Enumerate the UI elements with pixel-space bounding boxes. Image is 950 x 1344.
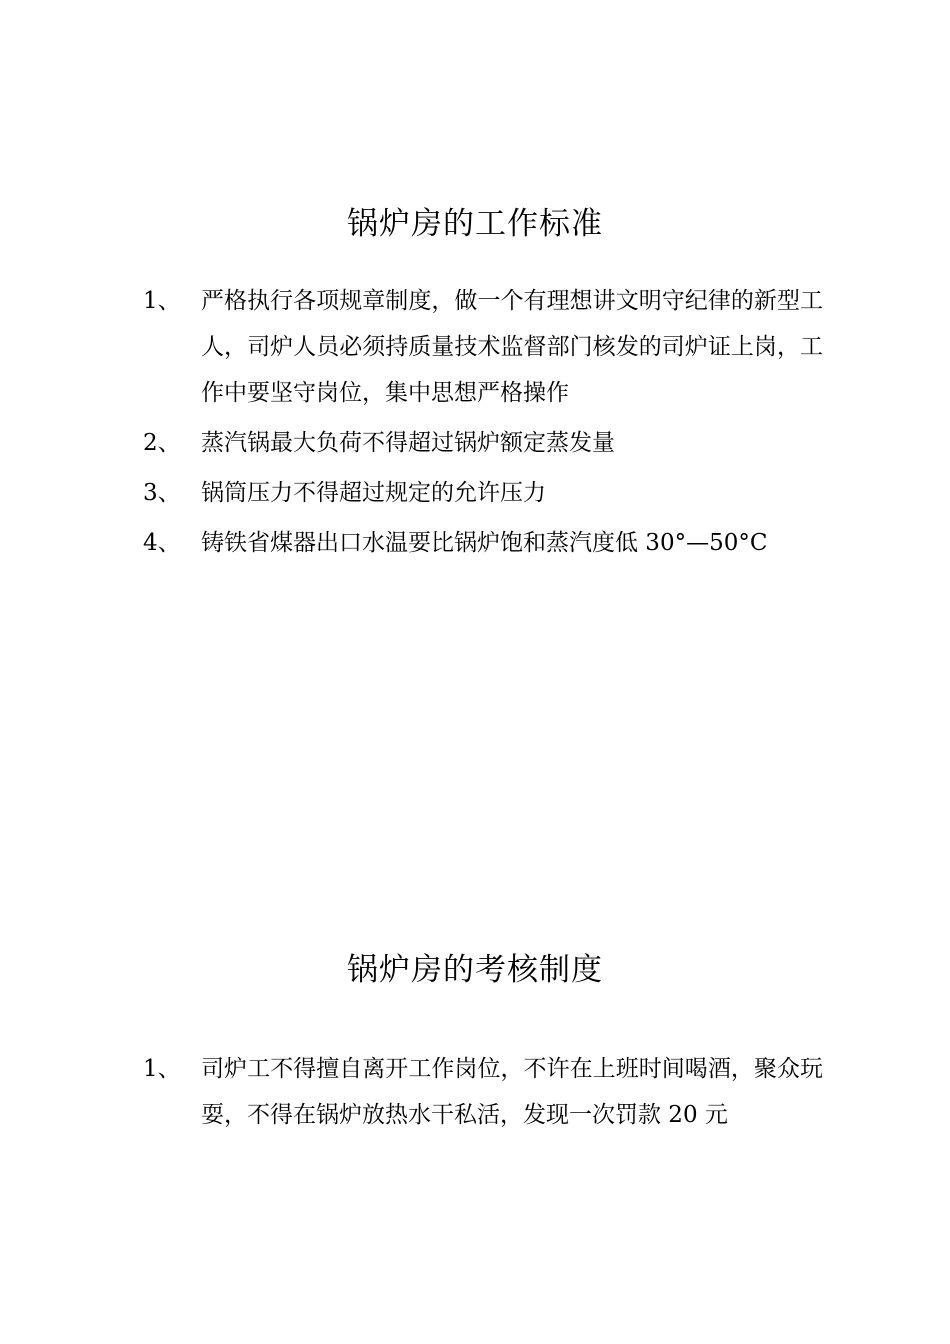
list-item <box>143 470 823 516</box>
item-text: 锅筒压力不得超过规定的允许压力 <box>201 480 546 506</box>
item-text: 铸铁省煤器出口水温要比锅炉饱和蒸汽度低 30°—50°C <box>201 530 768 556</box>
list-item <box>143 1046 823 1138</box>
section-title: 锅炉房的工作标准 <box>347 206 603 242</box>
list-item <box>143 420 823 466</box>
item-number: 4、 <box>143 530 181 556</box>
list-item <box>143 520 823 566</box>
list-item <box>143 278 823 416</box>
item-number: 3、 <box>143 480 181 506</box>
work-standards-section <box>0 200 950 556</box>
assessment-rules-section <box>0 946 950 1128</box>
section-title: 锅炉房的考核制度 <box>347 952 603 988</box>
item-number: 2、 <box>143 430 181 456</box>
item-text: 司炉工不得擅自离开工作岗位，不许在上班时间喝酒，聚众玩耍，不得在锅炉放热水干私活，发现一次罚款 20 元 <box>201 1056 823 1128</box>
assessment-rules-list <box>143 1046 823 1142</box>
item-number: 1、 <box>143 1056 181 1082</box>
item-text: 严格执行各项规章制度，做一个有理想讲文明守纪律的新型工人，司炉人员必须持质量技术监督部门核发的司炉证上岗，工作中要坚守岗位，集中思想严格操作 <box>201 288 823 406</box>
work-standards-list <box>143 278 823 570</box>
item-text: 蒸汽锅最大负荷不得超过锅炉额定蒸发量 <box>201 430 615 456</box>
item-number: 1、 <box>143 288 181 314</box>
